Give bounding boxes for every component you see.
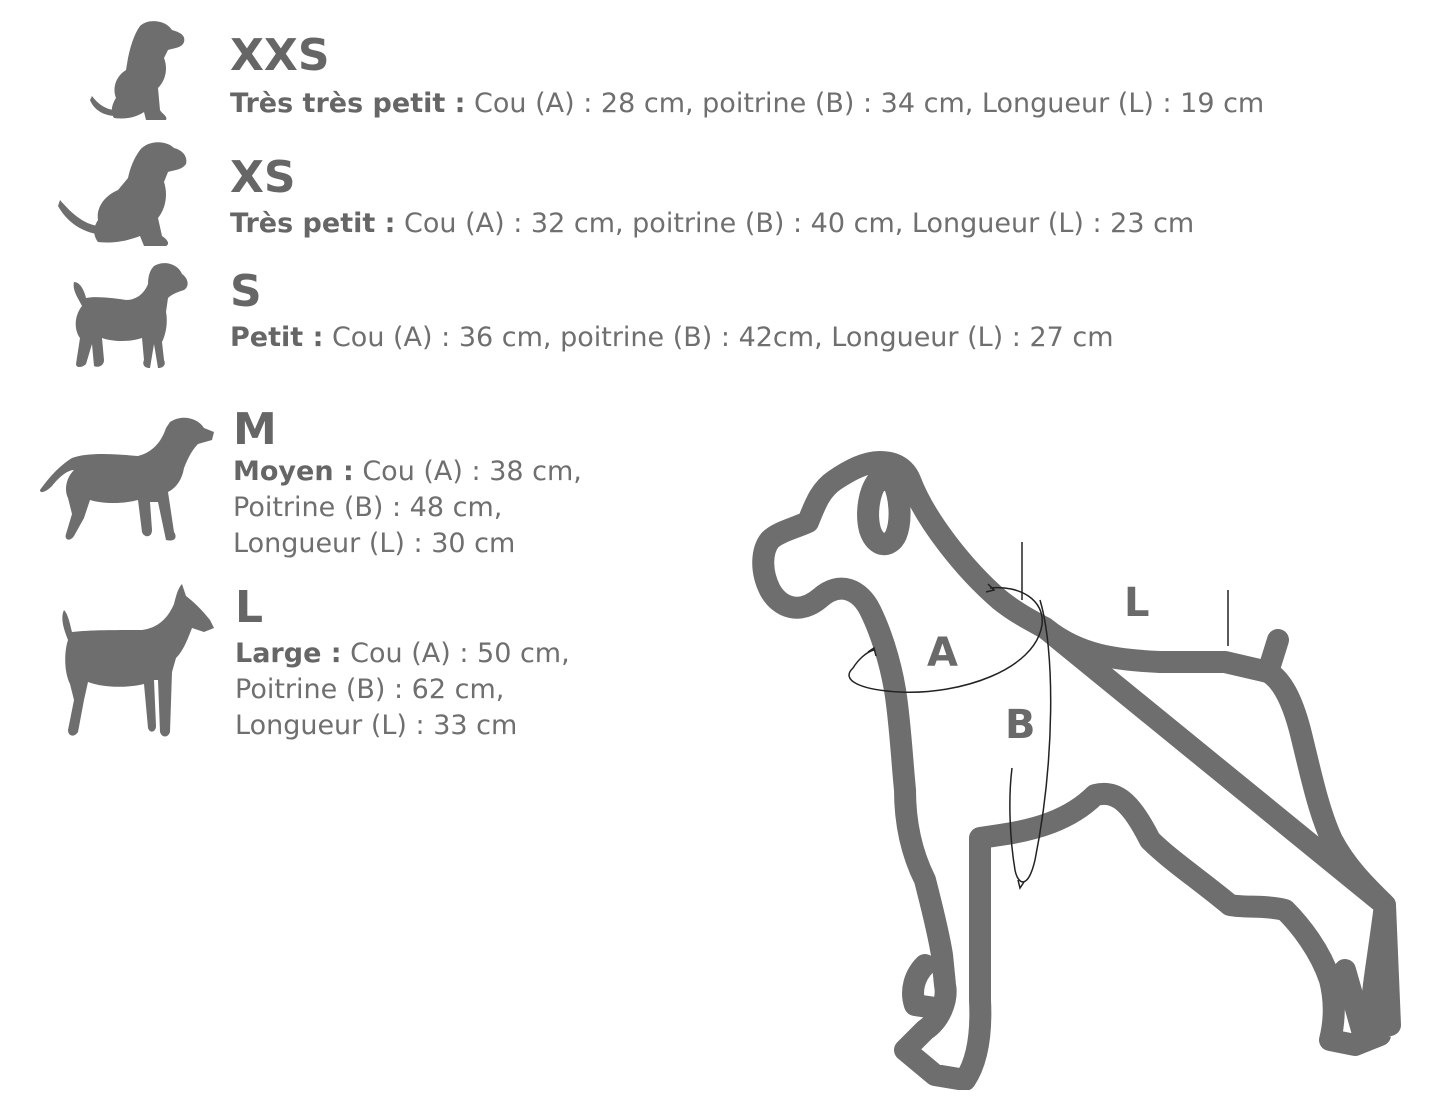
size-entry-xxs [230, 30, 1265, 122]
size-code: XXS [230, 30, 330, 81]
size-name: Large : [235, 638, 342, 669]
sitting-dog-icon [58, 138, 192, 248]
size-code: L [235, 582, 264, 633]
size-measure-neck: Cou (A) : 38 cm, [353, 456, 582, 487]
diagram-label-chest: B [1005, 702, 1036, 748]
standing-doberman-icon [58, 580, 218, 740]
boxer-outline-icon [740, 440, 1410, 1090]
size-name: Très petit : [230, 208, 396, 239]
size-measure-length: Longueur (L) : 30 cm [233, 528, 516, 559]
size-code: M [233, 404, 277, 455]
size-description [235, 636, 570, 744]
diagram-label-length: L [1124, 580, 1150, 626]
size-entry-l [235, 582, 570, 744]
diagram-label-neck: A [927, 630, 958, 676]
size-name: Moyen : [233, 456, 354, 487]
sitting-puppy-icon [88, 18, 188, 122]
size-entry-s [230, 266, 1114, 356]
size-entry-xs [230, 152, 1195, 242]
size-measures: Cou (A) : 28 cm, poitrine (B) : 34 cm, Longueur (L) : 19 cm [465, 88, 1265, 119]
measurement-diagram [740, 440, 1410, 1090]
standing-retriever-icon [38, 414, 218, 544]
size-measure-neck: Cou (A) : 50 cm, [341, 638, 570, 669]
size-measure-line [235, 636, 570, 672]
size-measure-chest: Poitrine (B) : 48 cm, [233, 492, 503, 523]
size-name: Petit : [230, 322, 324, 353]
size-measures: Cou (A) : 32 cm, poitrine (B) : 40 cm, Longueur (L) : 23 cm [395, 208, 1195, 239]
size-entry-m [233, 404, 582, 562]
size-measure-chest: Poitrine (B) : 62 cm, [235, 674, 505, 705]
size-description [230, 86, 1264, 122]
size-name: Très très petit : [230, 88, 466, 119]
size-measures: Cou (A) : 36 cm, poitrine (B) : 42cm, Longueur (L) : 27 cm [323, 322, 1114, 353]
size-measure-line [233, 454, 582, 490]
size-description [230, 206, 1194, 242]
size-description [233, 454, 582, 562]
standing-small-dog-icon [68, 260, 192, 370]
size-measure-length: Longueur (L) : 33 cm [235, 710, 518, 741]
size-code: S [230, 266, 262, 317]
size-description [230, 320, 1114, 356]
size-code: XS [230, 152, 296, 203]
